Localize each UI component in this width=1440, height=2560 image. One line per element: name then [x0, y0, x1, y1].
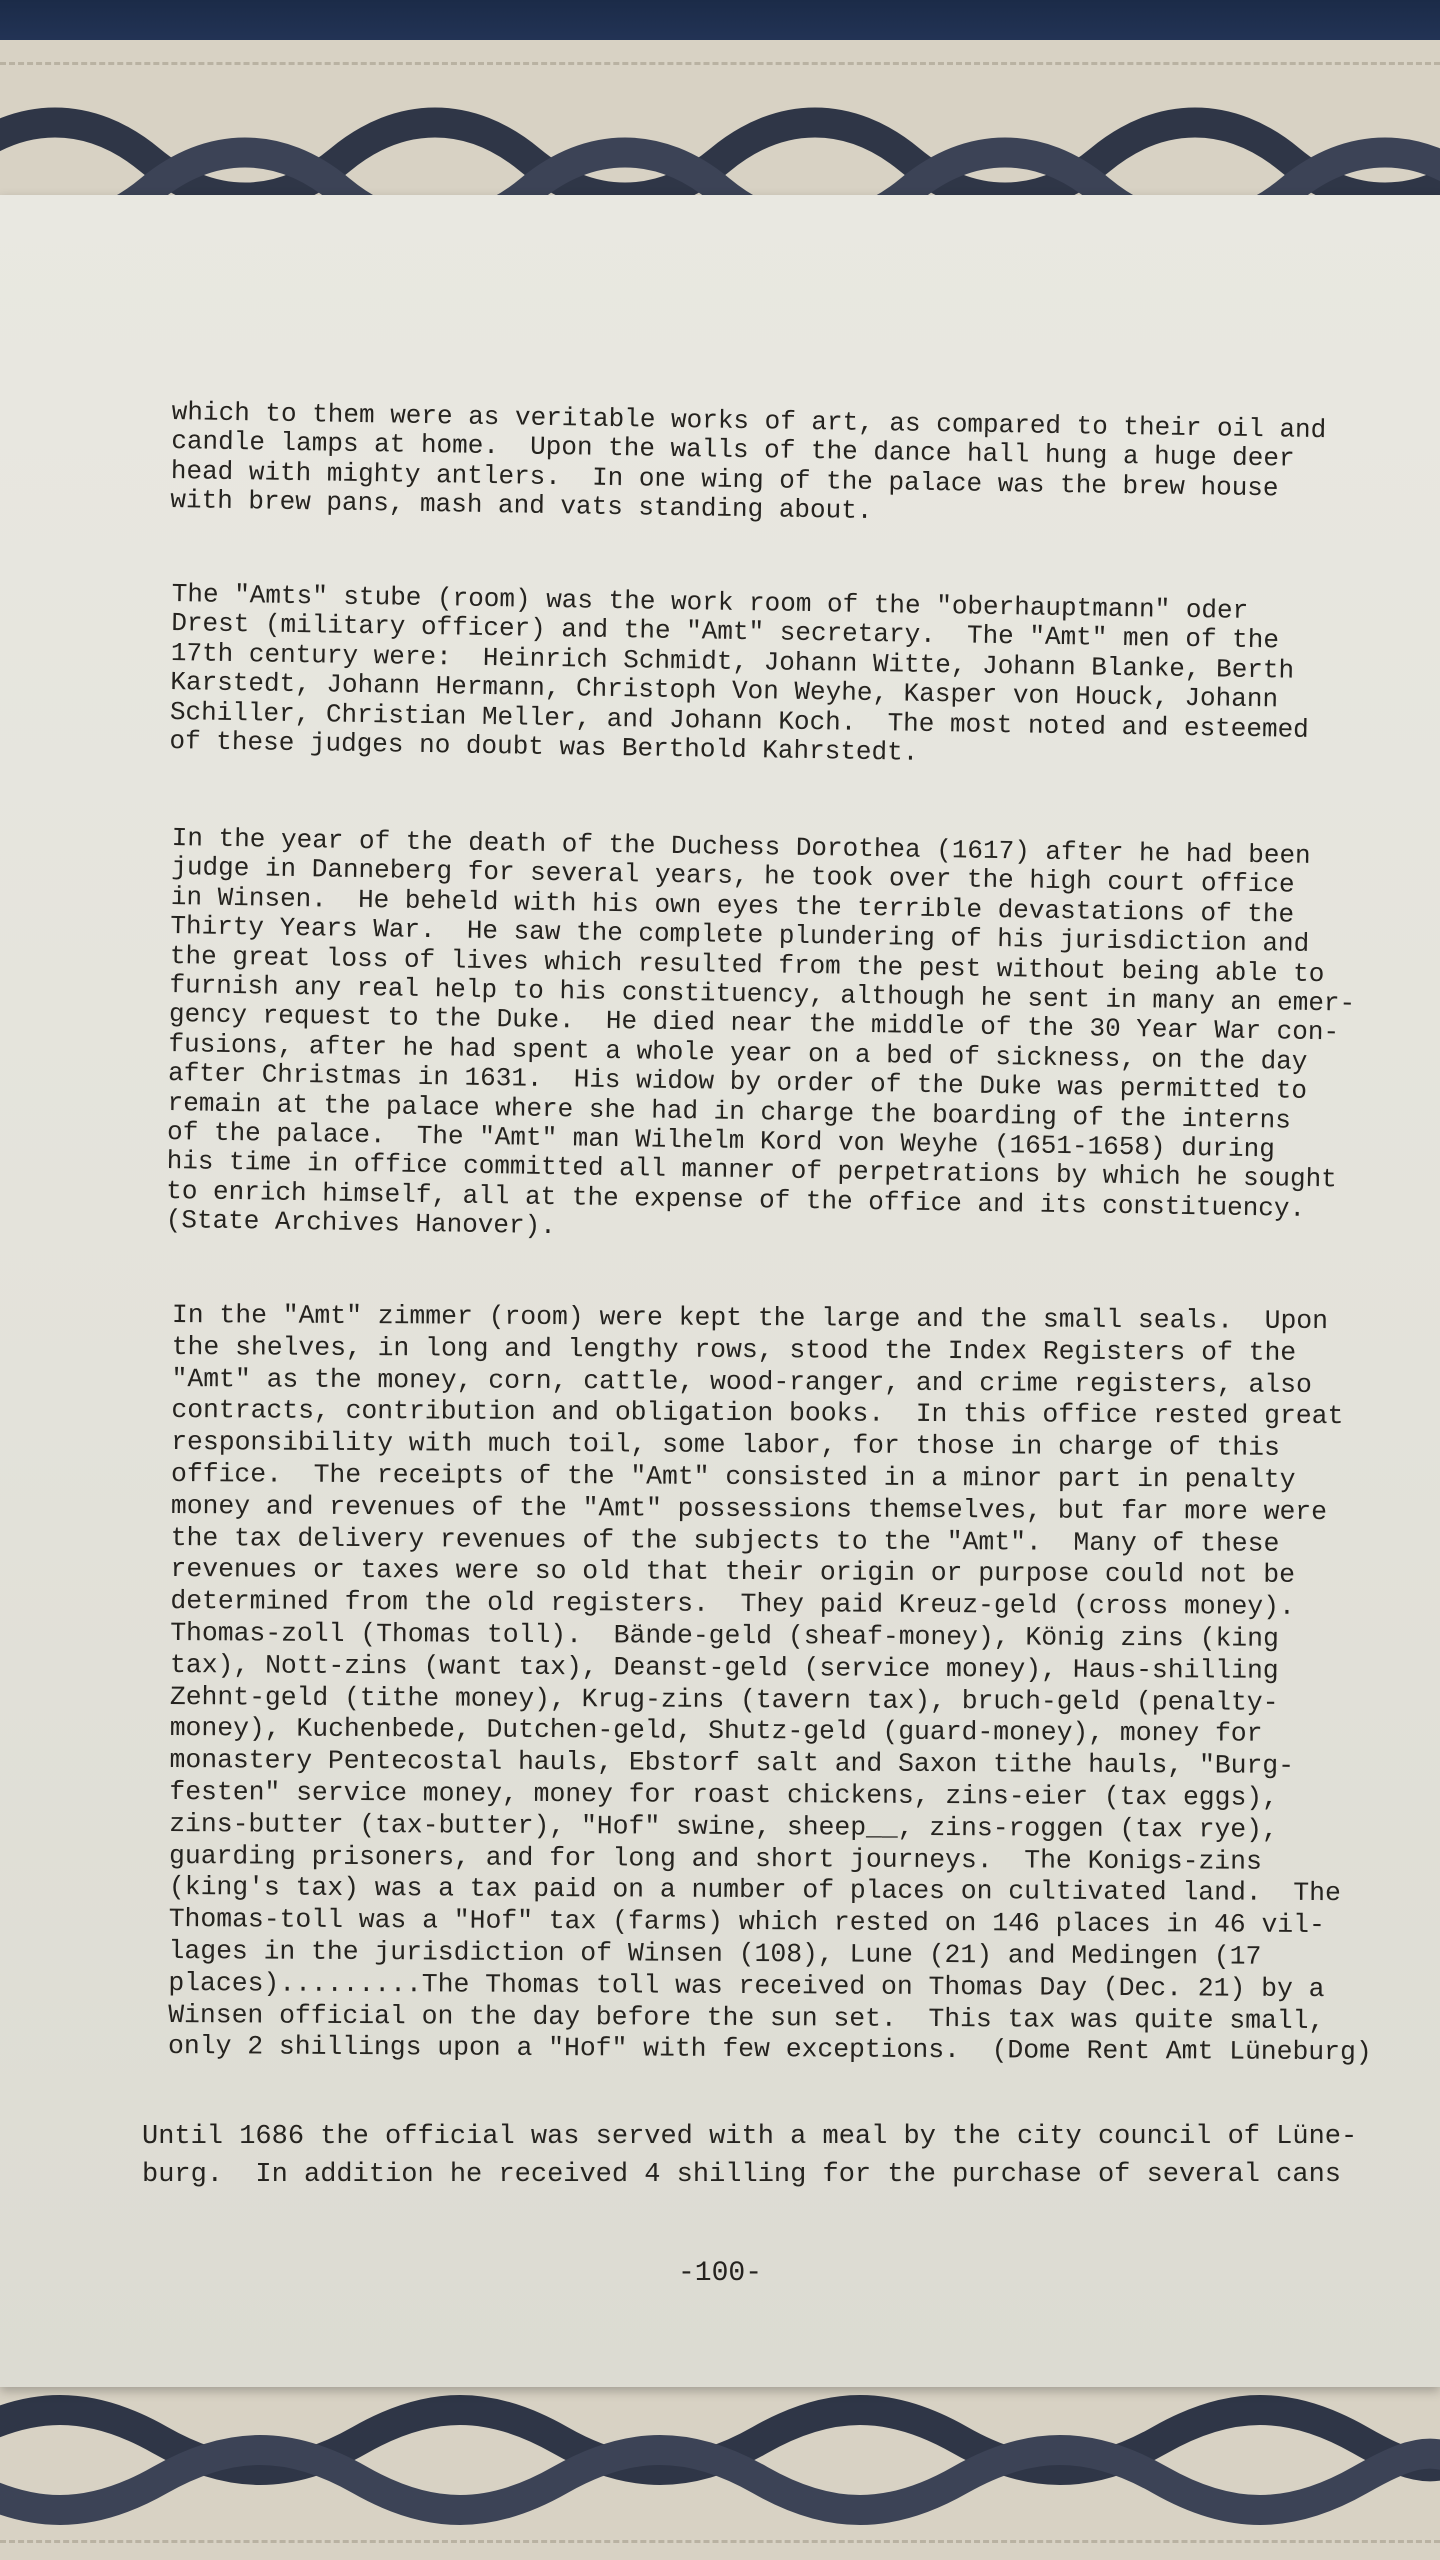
paragraph-duchess-dorothea: In the year of the death of the Duchess Dorothea (1617) after he had been judge in Danneberg for several years, he took over the high court office in Winsen. He beheld with his own eyes the terrible devastations of the Thirty Years War. He saw the complete plundering of his jurisdiction and the great loss of lives which resulted from the pest without being able to furnish any real help to his constituency, although he sent in many an emer- gency request to the Duke. He died near the middle of the 30 Year War con- fusions, after he had spent a whole year on a bed of sickness, on the day after Christmas in 1631. His widow by order of the Duke was permitted to remain at the palace where she had in charge the boarding of the interns of the palace. The "Amt" man Wilhelm Kord von Weyhe (1651-1658) during his time in office committed all manner of perpetrations by which he sought to enrich himself, all at the expense of the office and its constituency. (State Archives Hanover). [165, 823, 1356, 1242]
page-number: -100- [677, 2258, 762, 2289]
paragraph-amt-zimmer: In the "Amt" zimmer (room) were kept the large and the small seals. Upon the shelves, in long and lengthy rows, stood the Index Registers of the "Amt" as the money, corn, cattle, wood-ranger, and crime registers, also contracts, contribution and obligation books. In this office rested great responsibility with much toil, some labor, for those in charge of this office. The receipts of the "Amt" consisted in a minor part in penalty money and revenues of the "Amt" possessions themselves, but far more were the tax delivery revenues of the subjects to the "Amt". Many of these revenues or taxes were so old that their origin or purpose could not be determined from the old registers. They paid Kreuz-geld (cross money). Thomas-zoll (Thomas toll). Bände-geld (sheaf-money), König zins (king tax), Nott-zins (want tax), Deanst-geld (service money), Haus-shilling Zehnt-geld (tithe money), Krug-zins (tavern tax), bruch-geld (penalty- money), Kuchenbede, Dutchen-geld, Shutz-geld (guard-money), money for monastery Pentecostal hauls, Ebstorf salt and Saxon tithe hauls, "Burg- festen" service money, money for roast chickens, zins-eier (tax eggs), zins-butter (tax-butter), "Hof" swine, sheep__, zins-roggen (tax rye), guarding prisoners, and for long and short journeys. The Konigs-zins (king's tax) was a tax paid on a number of places on cultivated land. The Thomas-toll was a "Hof" tax (farms) which rested on 146 places in 46 vil- lages in the jurisdiction of Winsen (108), Lune (21) and Medingen (17 places).........The Thomas toll was received on Thomas Day (Dec. 21) by a Winsen official on the day before the sun set. This tax was quite small, only 2 shillings upon a "Hof" with few exceptions. (Dome Rent Amt Lüneburg) [168, 1300, 1372, 2068]
fabric-border-bottom [0, 2380, 1440, 2560]
paragraph-until-1686: Until 1686 the official was served with a meal by the city council of Lüne- burg. In addition he received 4 shilling for the purchase of several cans [142, 2122, 1358, 2190]
paragraph-amts-stube: The "Amts" stube (room) was the work room of the "oberhauptmann" oder Drest (military officer) and the "Amt" secretary. The "Amt" men of the 17th century were: Heinrich Schmidt, Johann Witte, Johann Blanke, Berth Karstedt, Johann Hermann, Christoph Von Weyhe, Kasper von Houck, Johann Schiller, Christian Meller, and Johann Koch. The most noted and esteemed of these judges no doubt was Berthold Kahrstedt. [169, 579, 1310, 768]
chain-pattern-bottom [0, 2380, 1440, 2560]
paragraph-dance-hall: which to them were as veritable works of art, as compared to their oil and candle lamps at home. Upon the walls of the dance hall hung a huge deer head with mighty antlers. In one wing of the palace was the brew house with brew pans, mash and vats standing about. [170, 397, 1327, 527]
